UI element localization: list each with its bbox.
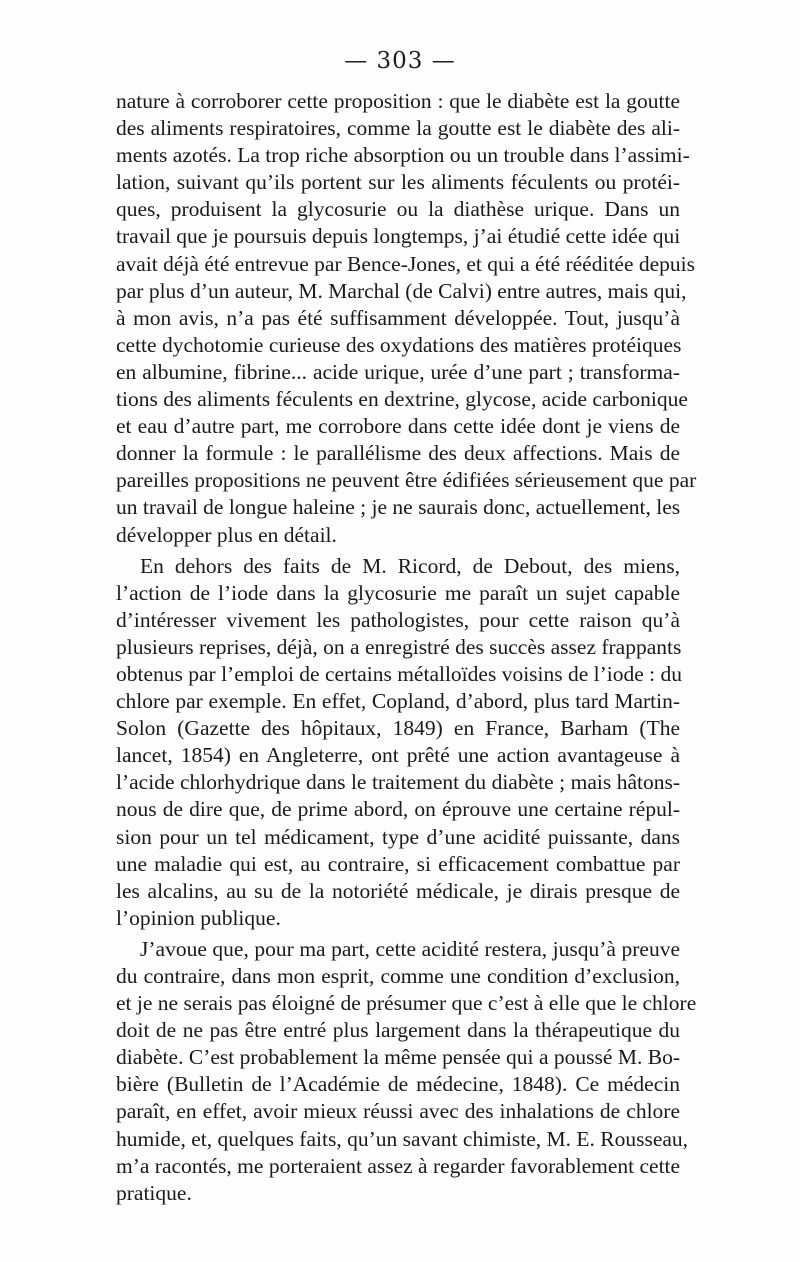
text-line: développer plus en détail. bbox=[116, 522, 337, 547]
text-line: l’opinion publique. bbox=[116, 905, 281, 930]
text-line: et eau d’autre part, me corrobore dans cette idée dont je viens de bbox=[116, 414, 680, 439]
text-line: avait déjà été entrevue par Bence-Jones, et qui a été rééditée depuis bbox=[116, 251, 696, 276]
text-line: nature à corroborer cette proposition : que le diabète est la goutte bbox=[116, 89, 680, 113]
paragraph bbox=[116, 88, 697, 549]
text-line: lation, suivant qu’ils portent sur les aliments féculents ou protéi- bbox=[116, 170, 680, 195]
text-line: bière (Bulletin de l’Académie de médecine, 1848). Ce médecin bbox=[116, 1072, 680, 1097]
text-line: En dehors des faits de M. Ricord, de Debout, des miens, bbox=[140, 553, 680, 578]
text-line: les alcalins, au su de la notoriété médicale, je dirais presque de bbox=[116, 878, 680, 903]
text-line: tions des aliments féculents en dextrine, glycose, acide carbonique bbox=[116, 387, 688, 412]
text-line: une maladie qui est, au contraire, si efficacement combattue par bbox=[116, 851, 680, 876]
text-line: diabète. C’est probablement la même pensée qui a poussé M. Bo- bbox=[116, 1045, 680, 1070]
text-line: pareilles propositions ne peuvent être édifiées sérieusement que par bbox=[116, 468, 697, 493]
text-line: m’a racontés, me porteraient assez à regarder favorablement cette bbox=[116, 1153, 681, 1178]
paragraph bbox=[116, 936, 697, 1207]
text-line: sion pour un tel médicament, type d’une acidité puissante, dans bbox=[116, 824, 680, 849]
text-line: l’acide chlorhydrique dans le traitement du diabète ; mais hâtons- bbox=[116, 770, 680, 795]
text-line: obtenus par l’emploi de certains métalloïdes voisins de l’iode : du bbox=[116, 661, 683, 686]
text-line: J’avoue que, pour ma part, cette acidité restera, jusqu’à preuve bbox=[140, 936, 680, 961]
text-line: nous de dire que, de prime abord, on éprouve une certaine répul- bbox=[116, 797, 680, 822]
text-line: travail que je poursuis depuis longtemps, j’ai étudié cette idée qui bbox=[116, 224, 681, 249]
text-line: des aliments respiratoires, comme la goutte est le diabète des ali- bbox=[116, 116, 680, 141]
text-line: pratique. bbox=[116, 1180, 192, 1205]
body-text bbox=[116, 88, 697, 1207]
text-line: humide, et, quelques faits, qu’un savant chimiste, M. E. Rousseau, bbox=[116, 1126, 689, 1151]
text-line: d’intéresser vivement les pathologistes, pour cette raison qu’à bbox=[116, 607, 680, 632]
text-line: chlore par exemple. En effet, Copland, d’abord, plus tard Martin- bbox=[116, 689, 680, 714]
text-line: ments azotés. La trop riche absorption ou un trouble dans l’assimi- bbox=[116, 143, 690, 168]
text-line: plusieurs reprises, déjà, on a enregistré des succès assez frappants bbox=[116, 634, 682, 659]
page-number: — 303 — bbox=[344, 48, 456, 74]
text-line: Solon (Gazette des hôpitaux, 1849) en France, Barham (The bbox=[116, 716, 680, 741]
text-line: ques, produisent la glycosurie ou la diathèse urique. Dans un bbox=[116, 197, 680, 222]
text-line: en albumine, fibrine... acide urique, urée d’une part ; transforma- bbox=[116, 359, 680, 384]
text-line: l’action de l’iode dans la glycosurie me paraît un sujet capable bbox=[116, 580, 680, 605]
text-line: donner la formule : le parallélisme des deux affections. Mais de bbox=[116, 441, 680, 466]
text-line: par plus d’un auteur, M. Marchal (de Calvi) entre autres, mais qui, bbox=[116, 278, 687, 303]
text-line: un travail de longue haleine ; je ne saurais donc, actuellement, les bbox=[116, 495, 681, 520]
text-line: et je ne serais pas éloigné de présumer que c’est à elle que le chlore bbox=[116, 991, 697, 1016]
text-line: lancet, 1854) en Angleterre, ont prêté une action avantageuse à bbox=[116, 743, 680, 768]
text-line: du contraire, dans mon esprit, comme une condition d’exclusion, bbox=[116, 964, 680, 988]
paragraph bbox=[116, 553, 683, 932]
text-line: paraît, en effet, avoir mieux réussi avec des inhalations de chlore bbox=[116, 1099, 680, 1124]
text-line: doit de ne pas être entré plus largement dans la thérapeutique du bbox=[116, 1018, 680, 1043]
text-line: à mon avis, n’a pas été suffisamment développée. Tout, jusqu’à bbox=[116, 305, 680, 330]
text-line: cette dychotomie curieuse des oxydations des matières protéiques bbox=[116, 332, 682, 357]
